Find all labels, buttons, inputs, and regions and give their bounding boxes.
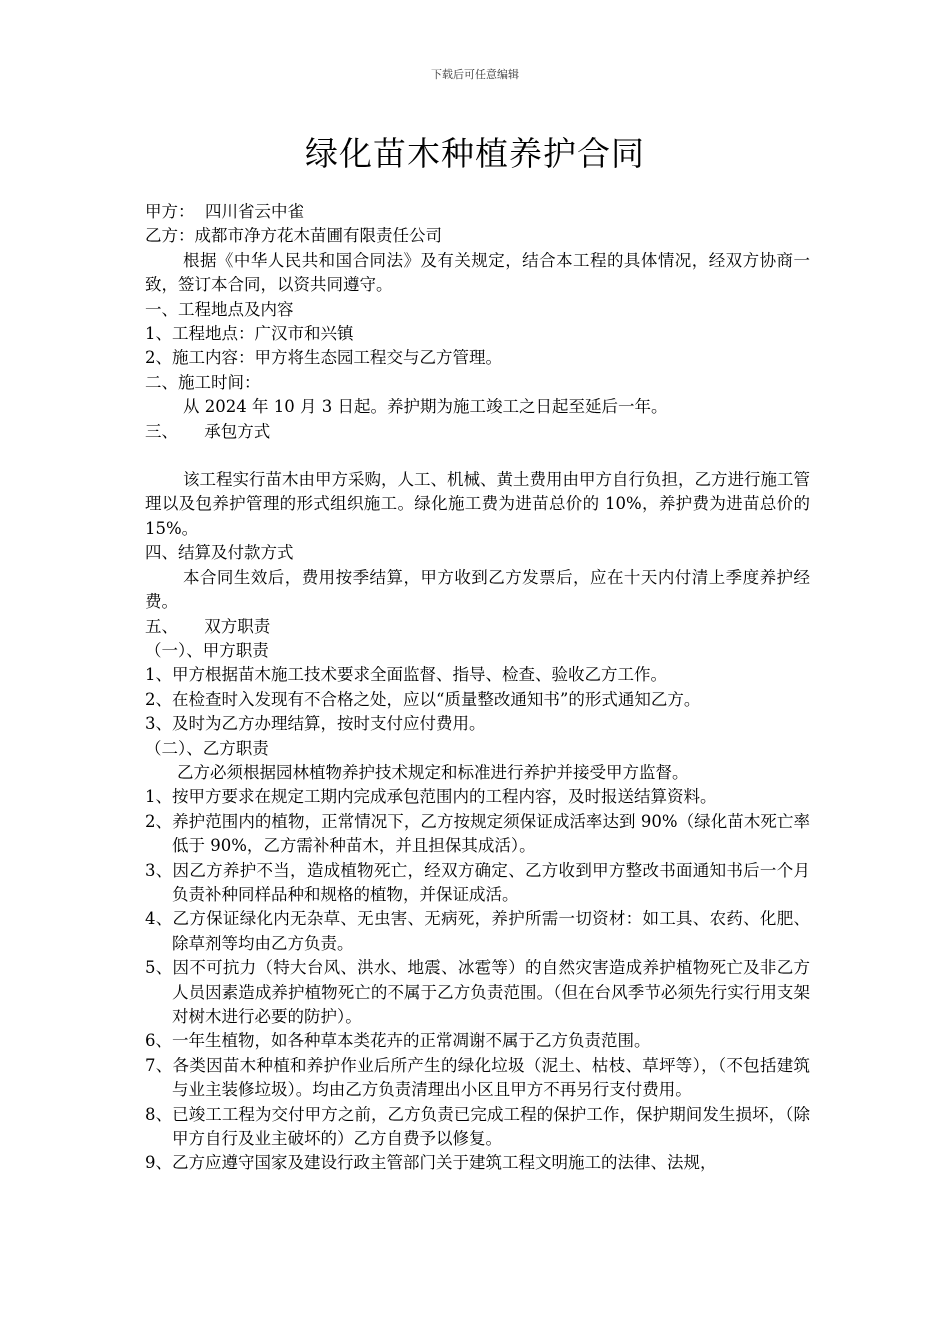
section-1-site: 1、工程地点：广汉市和兴镇 xyxy=(145,324,354,344)
section-4-heading: 四、结算及付款方式 xyxy=(145,543,294,563)
party-a-duty-item: 2、在检查时入发现有不合格之处，应以“质量整改通知书”的形式通知乙方。 xyxy=(145,689,701,709)
section-2-text: 从 2024 年 10 月 3 日起。养护期为施工竣工之日起至延后一年。 xyxy=(183,397,668,417)
party-b-duty-item: 9、乙方应遵守国家及建设行政主管部门关于建筑工程文明施工的法律、法规， xyxy=(145,1153,717,1173)
spacer xyxy=(145,444,810,468)
party-b-duty-item: 8、已竣工工程为交付甲方之前，乙方负责已完成工程的保护工作，保护期间发生损坏，（除甲方自行及业主破坏的）乙方自费予以修复。 xyxy=(145,1104,810,1149)
party-b-duty-item: 6、一年生植物，如各种草本类花卉的正常凋谢不属于乙方负责范围。 xyxy=(145,1031,651,1051)
party-b-duty-item: 2、养护范围内的植物，正常情况下，乙方按规定须保证成活率达到 90%（绿化苗木死亡率低于 90%，乙方需补种苗木，并且担保其成活）。 xyxy=(145,811,810,856)
party-a-duties-heading: （一）、甲方职责 xyxy=(145,640,269,660)
intro-paragraph: 根据《中华人民共和国合同法》及有关规定，结合本工程的具体情况，经双方协商一致，签订本合同，以资共同遵守。 xyxy=(145,250,810,295)
section-5-heading: 五、 双方职责 xyxy=(145,616,271,636)
party-b-duty-item: 5、因不可抗力（特大台风、洪水、地震、冰雹等）的自然灾害造成养护植物死亡及非乙方人员因素造成养护植物死亡的不属于乙方负责范围。（但在台风季节必须先行实行用支架对树木进行必要的防护）。 xyxy=(145,958,810,1026)
party-b-duty-item: 1、按甲方要求在规定工期内完成承包范围内的工程内容，及时报送结算资料。 xyxy=(145,787,717,807)
document-title: 绿化苗木种植养护合同 xyxy=(305,134,645,173)
section-1-content: 2、施工内容：甲方将生态园工程交与乙方管理。 xyxy=(145,348,502,368)
section-4-text: 本合同生效后，费用按季结算，甲方收到乙方发票后，应在十天内付清上季度养护经费。 xyxy=(145,567,810,612)
section-3-text: 该工程实行苗木由甲方采购，人工、机械、黄土费用由甲方自行负担，乙方进行施工管理以及包养护管理的形式组织施工。绿化施工费为进苗总价的 10%，养护费为进苗总价的 15%。 xyxy=(145,470,810,538)
party-b-duty-item: 3、因乙方养护不当，造成植物死亡，经双方确定、乙方收到甲方整改书面通知书后一个月负责补种同样品种和规格的植物，并保证成活。 xyxy=(145,860,810,904)
party-b-duties-heading: （二）、乙方职责 xyxy=(145,738,269,758)
party-b: 乙方：成都市净方花木苗圃有限责任公司 xyxy=(145,226,442,246)
party-a-duty-item: 1、甲方根据苗木施工技术要求全面监督、指导、检查、验收乙方工作。 xyxy=(145,665,667,685)
party-b-duty-item: 7、各类因苗木种植和养护作业后所产生的绿化垃圾（泥土、枯枝、草坪等），（不包括建筑与业主装修垃圾）。均由乙方负责清理出小区且甲方不再另行支付费用。 xyxy=(145,1055,810,1100)
section-2-heading: 二、施工时间： xyxy=(145,372,261,392)
section-1-heading: 一、工程地点及内容 xyxy=(145,299,294,319)
section-3-heading: 三、 承包方式 xyxy=(145,421,271,441)
contract-body xyxy=(145,200,810,1176)
page-header-note: 下载后可任意编辑 xyxy=(431,68,519,81)
party-b-duties-intro: 乙方必须根据园林植物养护技术规定和标准进行养护并接受甲方监督。 xyxy=(177,762,689,782)
party-b-duty-item: 4、乙方保证绿化内无杂草、无虫害、无病死，养护所需一切资材：如工具、农药、化肥、除草剂等均由乙方负责。 xyxy=(145,909,810,953)
party-a: 甲方： 四川省云中雀 xyxy=(145,202,304,221)
party-a-duty-item: 3、及时为乙方办理结算，按时支付应付费用。 xyxy=(145,714,486,734)
